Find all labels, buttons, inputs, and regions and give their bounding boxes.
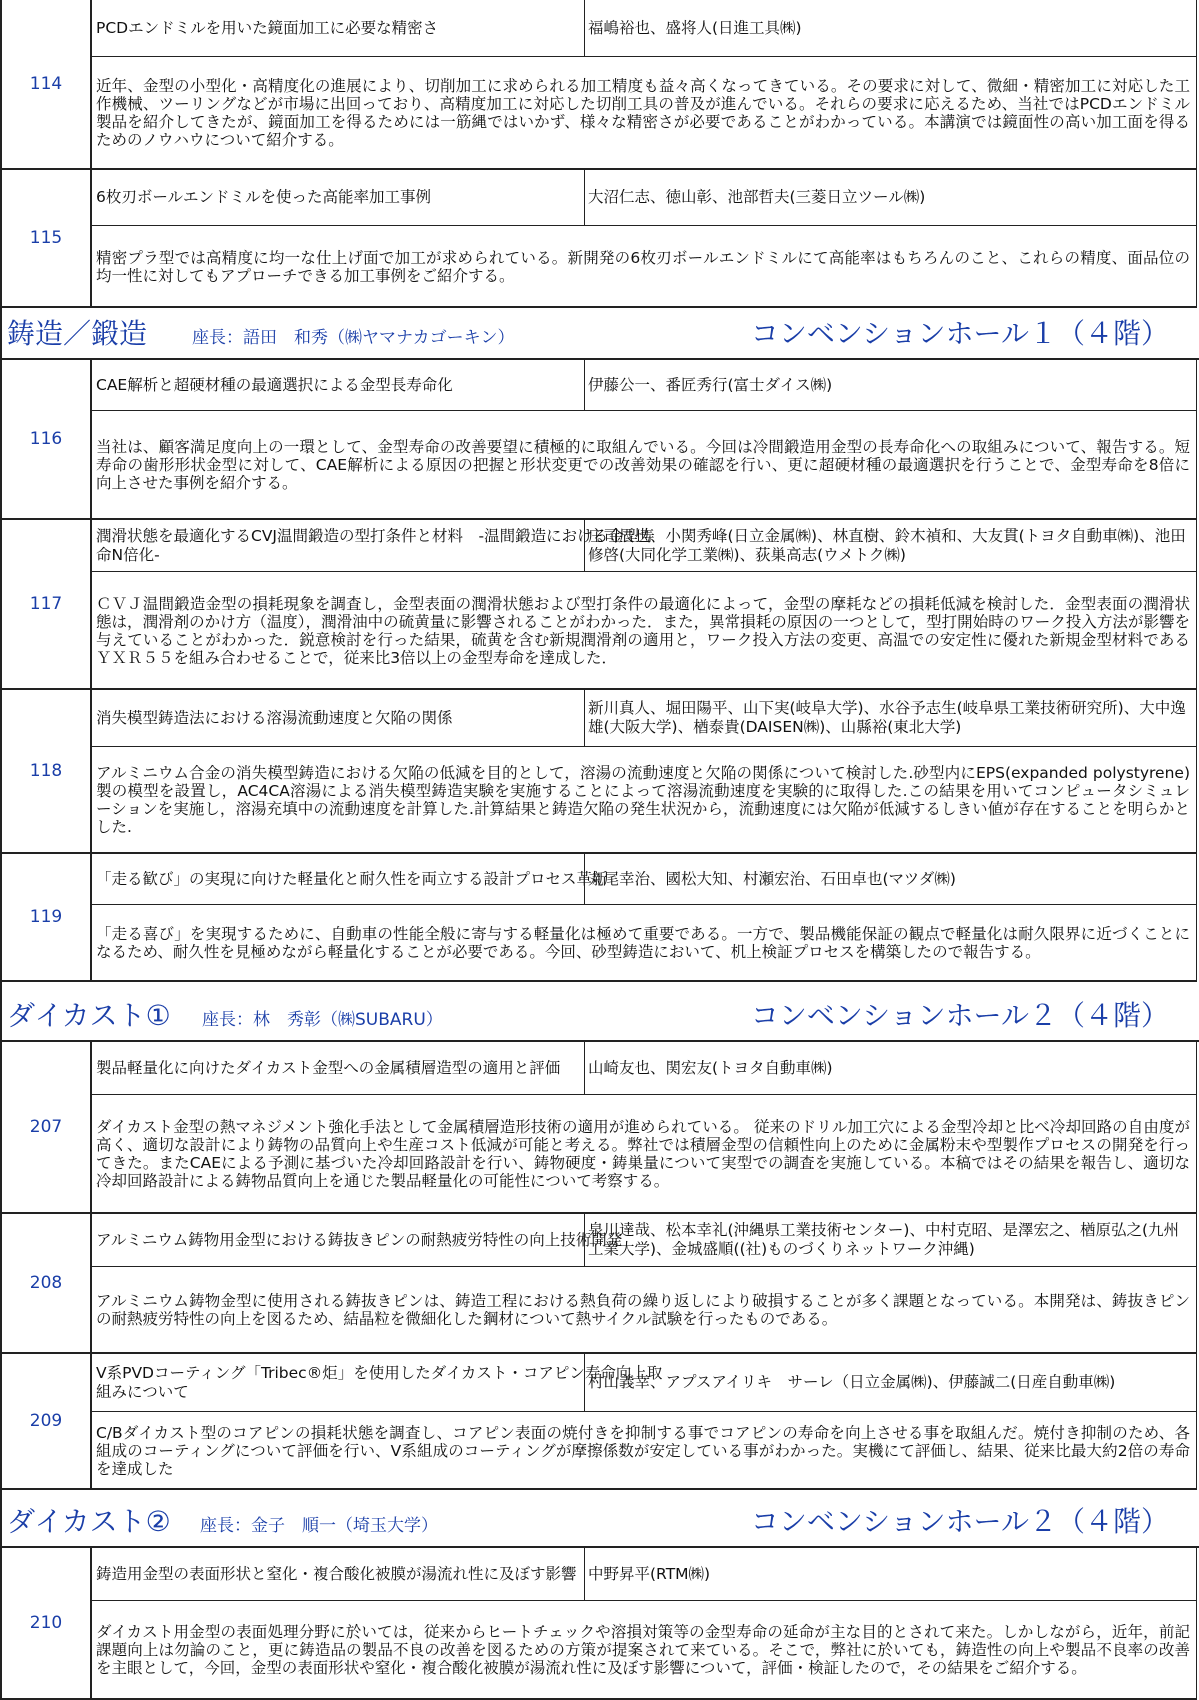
section-chair: 座長：林 秀彰（㈱SUBARU）	[202, 1010, 443, 1030]
entry-content	[90, 1548, 1197, 1698]
program-entry-209	[0, 1354, 1197, 1490]
section-name: ダイカスト②	[7, 1505, 171, 1538]
entry-title-row	[92, 690, 1196, 747]
entry-title-row	[92, 360, 1196, 411]
program-entry-208	[0, 1214, 1197, 1354]
entry-abstract: アルミニウム鋳物金型に使用される鋳抜きピンは、鋳造工程における熱負荷の繰り返しにより破損することが多く課題となっている。本開発は、鋳抜きピンの耐熱疲労特性の向上を図るため、結晶粒を微細化した鋼材について熱サイクル試験を行ったものである。	[96, 1292, 1190, 1328]
entry-number: 117	[29, 594, 63, 614]
program-entry-115	[0, 170, 1197, 308]
entry-title-row	[92, 0, 1196, 57]
entry-abstract: 「走る喜び」を実現するために、自動車の性能全般に寄与する軽量化は極めて重要である。一方で、製品機能保証の観点で軽量化は耐久限界に近づくことになるため、耐久性を見極めながら軽量化することが必要である。今回、砂型鋳造において、机上検証プロセスを構築したので報告する。	[96, 925, 1190, 961]
section-header-die-cast-1	[0, 982, 1199, 1042]
program-entry-207	[0, 1042, 1197, 1214]
entry-content	[90, 1042, 1197, 1212]
entry-title: アルミニウム鋳物用金型における鋳抜きピンの耐熱疲労特性の向上技術開発	[96, 1230, 623, 1249]
column-divider	[584, 1214, 585, 1266]
program-entry-116	[0, 360, 1197, 520]
entry-abstract: C/Bダイカスト型のコアピンの損耗状態を調査し、コアピン表面の焼付きを抑制する事でコアピンの寿命を向上させる事を取組んだ。焼付き抑制のため、各組成のコーティングについて評価を行い、V系組成のコーティングが摩擦係数が安定している事がわかった。実機にて評価し、結果、従来比最大約2倍の寿命を達成した	[96, 1423, 1190, 1478]
entry-content	[90, 690, 1197, 852]
entry-title-row	[92, 1548, 1196, 1601]
entry-number: 119	[29, 907, 63, 927]
entry-authors: 丸尾幸治、國松大知、村瀬宏治、石田卓也(マツダ㈱)	[588, 869, 956, 888]
entry-abstract: 精密プラ型では高精度に均一な仕上げ面で加工が求められている。新開発の6枚刃ボールエンドミルにて高能率はもちろんのこと、これらの精度、面品位の均一性に対してもアプローチできる加工事例をご紹介する。	[96, 248, 1190, 285]
entry-number: 114	[29, 74, 63, 94]
entry-content	[90, 360, 1197, 518]
entry-abstract: ダイカスト用金型の表面処理分野に於いては，従来からヒートチェックや溶損対策等の金型寿命の延命が主な目的とされて来た。しかしながら，近年，前記課題向上は勿論のこと，更に鋳造品の製品不良の改善を図るための方策が提案されて来ている。そこで，弊社に於いても，鋳造性の向上や製品不良率の改善を主眼として，今回，金型の表面形状や窒化・複合酸化被膜が湯流れ性に及ぼす影響について，評価・検証したので，その結果をご紹介する。	[96, 1623, 1190, 1677]
entry-content	[90, 1354, 1197, 1488]
entry-number: 209	[29, 1411, 63, 1431]
entry-number: 115	[29, 228, 63, 248]
entry-title-row	[92, 854, 1196, 905]
entry-authors: 伊藤公一、番匠秀行(富士ダイス㈱)	[588, 375, 833, 394]
column-divider	[584, 1354, 585, 1411]
section-name: 鋳造／鍛造	[7, 317, 148, 350]
entry-abstract: アルミニウム合金の消失模型鋳造における欠陥の低減を目的として，溶湯の流動速度と欠陥の関係について検討した.砂型内にEPS(expanded polystyrene)製の模型を設置し，AC4CA溶湯による消失模型鋳造実験を実施することによって溶湯流動速度を実験的に取得した.この結果を用いてコンピュータシミュレーションを実施し，溶湯充填中の流動速度を計算した.計算結果と鋳造欠陥の発生状況から，流動速度には欠陥が低減するしきい値が存在することを明らかとした.	[96, 764, 1190, 836]
entry-title: 鋳造用金型の表面形状と窒化・複合酸化被膜が湯流れ性に及ぼす影響	[96, 1564, 577, 1583]
entry-number: 208	[29, 1273, 63, 1293]
section-name: ダイカスト①	[7, 999, 171, 1032]
entry-number: 116	[29, 429, 63, 449]
entry-authors: 山崎友也、関宏友(トヨタ自動車㈱)	[588, 1058, 833, 1077]
column-divider	[584, 360, 585, 410]
program-entry-119	[0, 854, 1197, 982]
program-entry-114	[0, 0, 1197, 170]
column-divider	[584, 170, 585, 225]
entry-number: 207	[29, 1117, 63, 1137]
entry-title: CAE解析と超硬材種の最適選択による金型長寿命化	[96, 375, 453, 394]
entry-abstract: 当社は、顧客満足度向上の一環として、金型寿命の改善要望に積極的に取組んでいる。今回は冷間鍛造用金型の長寿命化への取組みについて、報告する。短寿命の歯形形状金型に対して、CAE解析による原因の把握と形状変更での改善効果の確認を行い、更に超硬材種の最適選択を行うことで、金型寿命を8倍に向上させた事例を紹介する。	[96, 438, 1190, 492]
entry-authors: 泉川達哉、松本幸礼(沖縄県工業技術センター)、中村克昭、是澤宏之、楢原弘之(九州工業大学)、金城盛順((社)ものづくりネットワーク沖縄)	[588, 1221, 1180, 1258]
entry-title-row	[92, 1354, 1196, 1412]
column-divider	[584, 854, 585, 904]
column-divider	[584, 1042, 585, 1094]
entry-content	[90, 170, 1197, 306]
entry-title-row	[92, 170, 1196, 226]
entry-title: PCDエンドミルを用いた鏡面加工に必要な精密さ	[96, 18, 439, 37]
program-entry-117	[0, 520, 1197, 690]
entry-title: 潤滑状態を最適化するCVJ温間鍛造の型打条件と材料 -温間鍛造における金型寿命N倍化-	[96, 526, 655, 564]
entry-title: 製品軽量化に向けたダイカスト金型への金属積層造型の適用と評価	[96, 1058, 561, 1077]
entry-content	[90, 854, 1197, 980]
entry-authors: 福嶋裕也、盛将人(日進工具㈱)	[588, 18, 802, 37]
entry-title-row	[92, 1042, 1196, 1095]
entry-title-row	[92, 1214, 1196, 1267]
section-hall: コンベンションホール２（４階）	[750, 999, 1169, 1032]
column-divider	[584, 520, 585, 571]
section-hall: コンベンションホール２（４階）	[750, 1505, 1169, 1538]
column-divider	[584, 0, 585, 56]
section-header-casting-forging	[0, 308, 1199, 360]
entry-title-row	[92, 520, 1196, 572]
program-entry-210	[0, 1548, 1197, 1700]
section-hall: コンベンションホール１（４階）	[750, 317, 1169, 350]
entry-title: 消失模型鋳造法における溶湯流動速度と欠陥の関係	[96, 708, 453, 727]
entry-abstract: ＣＶＪ温間鍛造金型の損耗現象を調査し，金型表面の潤滑状態および型打条件の最適化によって，金型の摩耗などの損耗低減を検討した．金型表面の潤滑状態は，潤滑剤のかけ方（温度），潤滑油中の硫黄量に影響されることがわかった．また，異常損耗の原因の一つとして，型打開始時のワーク投入方法が影響を与えていることがわかった．鋭意検討を行った結果，硫黄を含む新規潤滑剤の適用と，ワーク投入方法の変更、高温での安定性に優れた新規金型材料であるＹＸＲ５５を組み合わせることで，従来比3倍以上の金型寿命を達成した．	[96, 594, 1190, 667]
column-divider	[584, 690, 585, 746]
entry-authors: 中野昇平(RTM㈱)	[588, 1564, 711, 1583]
entry-authors: 庄司辰也、小関秀峰(日立金属㈱)、林直樹、鈴木禎和、大友貫(トヨタ自動車㈱)、池田修啓(大同化学工業㈱)、荻巣高志(ウメトク㈱)	[588, 526, 1186, 564]
entry-abstract: 近年、金型の小型化・高精度化の進展により、切削加工に求められる加工精度も益々高くなってきている。その要求に対して、微細・精密加工に対応した工作機械、ツーリングなどが市場に出回っており、高精度加工に対応した切削工具の普及が進んでいる。それらの要求に応えるため、当社ではPCDエンドミル製品を紹介してきたが、鏡面加工を得るためには一筋縄ではいかず、様々な精密さが必要であることがわかっている。本講演では鏡面性の高い加工面を得るためのノウハウについて紹介する。	[96, 77, 1190, 149]
entry-title: 6枚刃ボールエンドミルを使った高能率加工事例	[96, 188, 432, 206]
entry-content	[90, 0, 1197, 168]
entry-authors: 村山義幸、アプスアイリキ サーレ（日立金属㈱)、伊藤誠二(日産自動車㈱)	[588, 1373, 1116, 1391]
section-chair: 座長：語田 和秀（㈱ヤマナカゴーキン）	[192, 328, 515, 348]
entry-authors: 大沼仁志、徳山彰、池部哲夫(三菱日立ツール㈱)	[588, 188, 926, 206]
entry-title: 「走る歓び」の実現に向けた軽量化と耐久性を両立する設計プロセス革新	[96, 869, 608, 888]
section-header-die-cast-2	[0, 1490, 1199, 1548]
entry-abstract: ダイカスト金型の熱マネジメント強化手法として金属積層造形技術の適用が進められている。 従来のドリル加工穴による金型冷却と比べ冷却回路の自由度が高く、適切な設計により鋳物の品質向上や生産コスト低減が可能と考える。弊社では積層金型の信頼性向上のために金属粉末や型製作プロセスの開発を行ってきた。またCAEによる予測に基づいた冷却回路設計を行い、鋳物硬度・鋳巣量について実型での調査を実施している。本稿ではその結果を報告し、適切な冷却回路設計による鋳物品質向上を通じた製品軽量化の可能性について考察する。	[96, 1118, 1190, 1190]
entry-number: 118	[29, 761, 63, 781]
entry-title: V系PVDコーティング「Tribec®炬」を使用したダイカスト・コアピン寿命向上取組みについて	[96, 1363, 663, 1401]
entry-number: 210	[29, 1613, 63, 1633]
entry-authors: 新川真人、堀田陽平、山下実(岐阜大学)、水谷予志生(岐阜県工業技術研究所)、大中逸雄(大阪大学)、楢泰貴(DAISEN㈱)、山縣裕(東北大学)	[588, 699, 1186, 736]
entry-content	[90, 520, 1197, 688]
program-entry-118	[0, 690, 1197, 854]
column-divider	[584, 1548, 585, 1600]
entry-content	[90, 1214, 1197, 1352]
section-chair: 座長：金子 順一（埼玉大学）	[200, 1516, 438, 1536]
